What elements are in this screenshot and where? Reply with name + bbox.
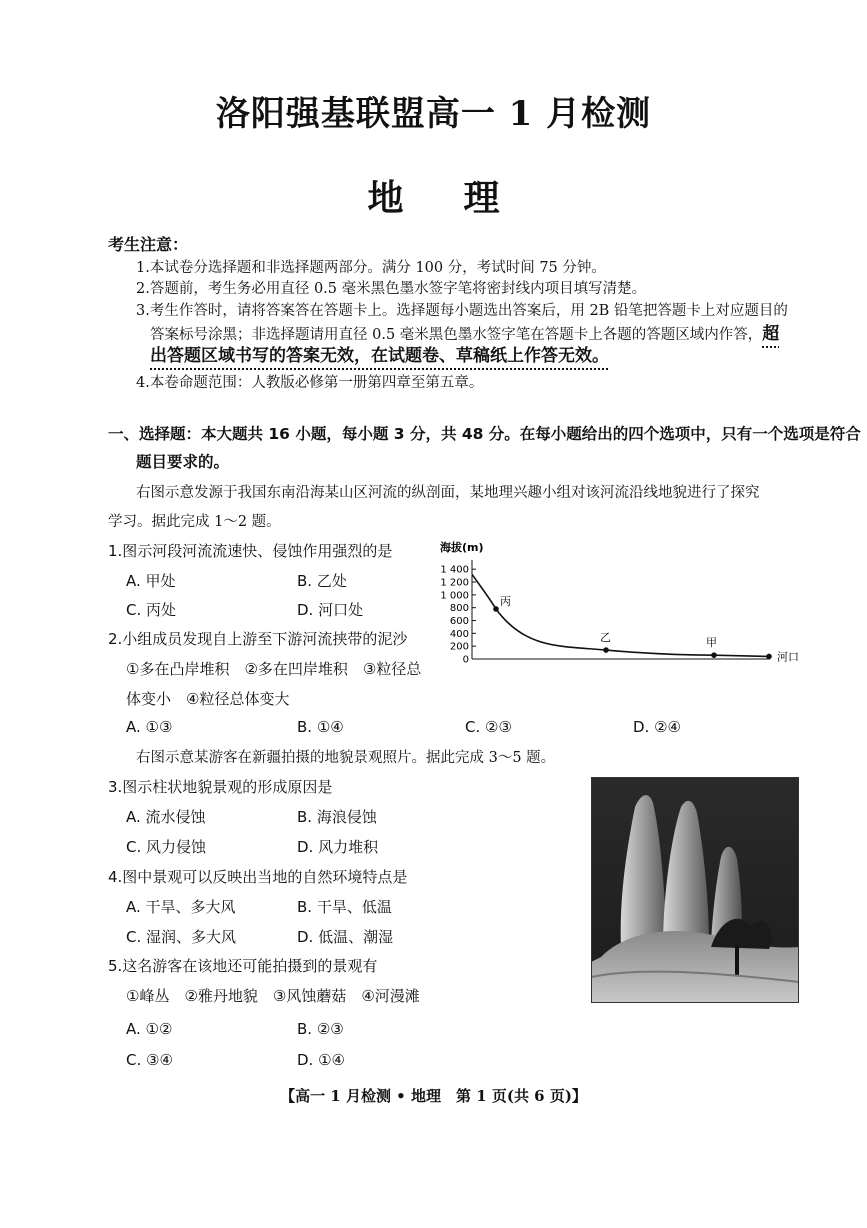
chart-y-tick-label: 1 400 [440,564,469,576]
q4-option-b: B. 干旱、低温 [297,898,392,916]
q3-stem: 3.图示柱状地貌景观的形成原因是 [108,778,333,796]
q4-option-c: C. 湿润、多大风 [126,928,237,946]
group-1-intro-1: 右图示意发源于我国东南沿海某山区河流的纵剖面，某地理兴趣小组对该河流沿线地貌进行了探究 [136,485,760,501]
q5-items: ①峰丛 ②雅丹地貌 ③风蚀蘑菇 ④河漫滩 [126,987,420,1005]
notice-line-3b [150,324,779,345]
q5-option-b: B. ②③ [297,1020,344,1038]
chart-point-label-1: 丙 [500,594,511,608]
section-1-heading-cont: 题目要求的。 [136,453,230,471]
river-profile-line [472,574,769,656]
q4-option-a: A. 干旱、多大风 [126,898,236,916]
q2-option-d: D. ②④ [633,718,681,736]
notice-line-3b-text: 答案标号涂黑；非选择题请用直径 0.5 毫米黑色墨水签字笔在答题卡上各题的答题区域内作答， [150,327,763,343]
q1-option-a: A. 甲处 [126,572,176,590]
notice-line-2: 2.答题前，考生务必用直径 0.5 毫米黑色墨水签字笔将密封线内项目填写清楚。 [136,281,647,297]
q5-option-c: C. ③④ [126,1051,173,1069]
notice-emphasis-2: 出答题区域书写的答案无效，在试题卷、草稿纸上作答无效。 [150,346,609,366]
q2-stem-1: 2.小组成员发现自上游至下游河流挟带的泥沙 [108,630,408,648]
chart-point-4 [766,654,772,660]
notice-line-4: 4.本卷命题范围：人教版必修第一册第四章至第五章。 [136,375,484,391]
q2-stem-3: 体变小 ④粒径总体变大 [126,690,290,708]
q2-stem-2: ①多在凸岸堆积 ②多在凹岸堆积 ③粒径总 [126,660,422,678]
q3-option-c: C. 风力侵蚀 [126,838,207,856]
q1-option-d: D. 河口处 [297,601,364,619]
q5-option-a: A. ①② [126,1020,173,1038]
q1-option-c: C. 丙处 [126,601,177,619]
q3-option-b: B. 海浪侵蚀 [297,808,377,826]
chart-point-2 [603,647,609,653]
q5-stem: 5.这名游客在该地还可能拍摄到的景观有 [108,957,378,975]
q1-option-b: B. 乙处 [297,572,347,590]
q2-option-b: B. ①④ [297,718,344,736]
chart-y-tick-label: 200 [449,641,469,653]
q4-stem: 4.图中景观可以反映出当地的自然环境特点是 [108,868,408,886]
q1-stem: 1.图示河段河流流速快、侵蚀作用强烈的是 [108,542,393,560]
river-profile-chart [430,536,810,670]
notice-line-3a: 3.考生作答时，请将答案答在答题卡上。选择题每小题选出答案后，用 2B 铅笔把答题卡上对应题目的 [136,303,788,319]
q3-option-d: D. 风力堆积 [297,838,379,856]
chart-y-tick-label: 0 [462,654,469,666]
chart-y-tick-label: 1 200 [440,577,469,589]
chart-point-label-3: 甲 [706,636,717,650]
q5-option-d: D. ①④ [297,1051,345,1069]
chart-y-tick-label: 400 [449,628,469,640]
exam-title: 洛阳强基联盟高一 1 月检测 [215,94,652,134]
chart-ylabel: 海拔(m) [440,541,484,554]
chart-point-3 [711,652,717,658]
notice-heading: 考生注意： [108,235,189,254]
chart-y-tick-label: 1 000 [440,590,469,602]
landform-photo [591,777,799,1003]
subject-char-2: 理 [463,177,500,219]
chart-point-1 [493,606,499,612]
notice-line-1: 1.本试卷分选择题和非选择题两部分。满分 100 分，考试时间 75 分钟。 [136,260,606,276]
page-footer: 【高一 1 月检测 • 地理 第 1 页(共 6 页)】 [280,1087,587,1105]
subject-title [0,170,867,221]
subject-char-1: 地 [367,177,404,219]
group-1-intro-2: 学习。据此完成 1～2 题。 [108,514,281,530]
chart-point-label-2: 乙 [600,631,611,645]
q3-option-a: A. 流水侵蚀 [126,808,206,826]
notice-emphasis-1: 超 [762,324,780,344]
group-2-intro: 右图示意某游客在新疆拍摄的地貌景观照片。据此完成 3～5 题。 [136,750,556,766]
q2-option-a: A. ①③ [126,718,173,736]
q2-option-c: C. ②③ [465,718,512,736]
chart-y-tick-label: 600 [449,616,469,628]
chart-y-tick-label: 800 [449,603,469,615]
chart-point-label-4: 河口 [777,650,799,664]
section-1-heading: 一、选择题：本大题共 16 小题，每小题 3 分，共 48 分。在每小题给出的四个选项中，只有一个选项是符合 [108,425,861,443]
q4-option-d: D. 低温、潮湿 [297,928,394,946]
